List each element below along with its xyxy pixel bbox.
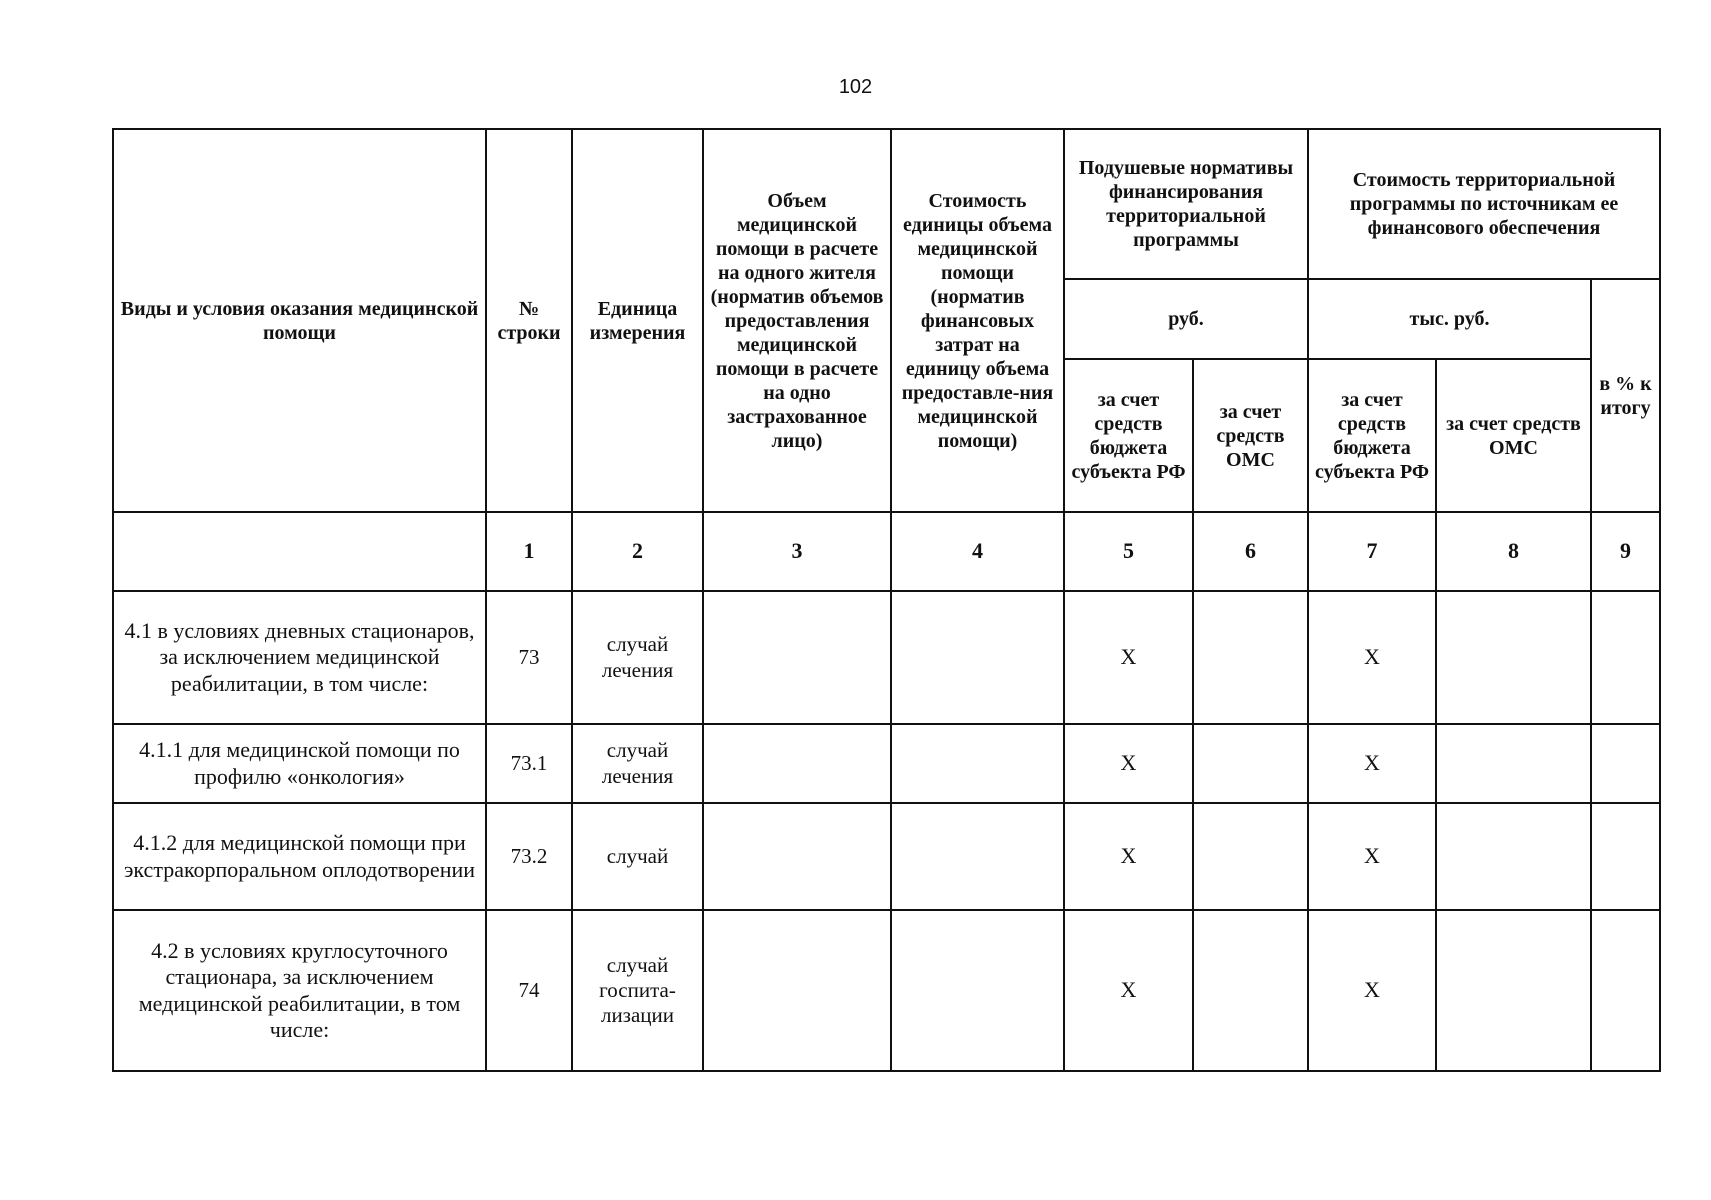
row-cost — [891, 724, 1064, 803]
row-cost — [891, 803, 1064, 910]
column-number: 2 — [572, 512, 703, 591]
row-unit: случай лечения — [572, 591, 703, 724]
row-oms-rub — [1193, 724, 1308, 803]
row-name: 4.1.2 для медицинской помощи при экстракорпоральном оплодотворении — [113, 803, 486, 910]
row-budget-thousand: X — [1308, 724, 1436, 803]
row-budget-thousand: X — [1308, 910, 1436, 1071]
row-oms-rub — [1193, 803, 1308, 910]
header-unit: Единица измерения — [572, 129, 703, 512]
header-per-capita: Подушевые нормативы финансирования территориальной программы — [1064, 129, 1308, 279]
header-budget-a: за счет средств бюджета субъекта РФ — [1064, 359, 1193, 512]
header-percent: в % к итогу — [1591, 279, 1660, 512]
row-percent — [1591, 910, 1660, 1071]
column-number: 8 — [1436, 512, 1591, 591]
row-line-number: 73 — [486, 591, 572, 724]
row-cost — [891, 910, 1064, 1071]
row-line-number: 73.2 — [486, 803, 572, 910]
row-oms-thousand — [1436, 803, 1591, 910]
header-volume: Объем медицинской помощи в расчете на одного жителя (норматив объемов предоставления медицинской помощи в расчете на одно застрахованное лицо) — [703, 129, 891, 512]
column-number: 9 — [1591, 512, 1660, 591]
row-oms-thousand — [1436, 724, 1591, 803]
header-program-cost: Стоимость территориальной программы по источникам ее финансового обеспечения — [1308, 129, 1660, 279]
row-name: 4.1.1 для медицинской помощи по профилю «онкология» — [113, 724, 486, 803]
column-number: 7 — [1308, 512, 1436, 591]
column-number: 1 — [486, 512, 572, 591]
table-row — [113, 910, 1660, 1071]
row-percent — [1591, 591, 1660, 724]
row-percent — [1591, 803, 1660, 910]
row-budget-rub: X — [1064, 591, 1193, 724]
column-number — [113, 512, 486, 591]
header-oms-b: за счет средств ОМС — [1436, 359, 1591, 512]
row-oms-rub — [1193, 591, 1308, 724]
row-budget-rub: X — [1064, 910, 1193, 1071]
column-number: 5 — [1064, 512, 1193, 591]
column-number: 6 — [1193, 512, 1308, 591]
table-row — [113, 803, 1660, 910]
row-budget-rub: X — [1064, 803, 1193, 910]
header-cost: Стоимость единицы объема медицинской помощи (норматив финансовых затрат на единицу объема предоставле-ния медицинской помощи) — [891, 129, 1064, 512]
row-unit: случай лечения — [572, 724, 703, 803]
table-row — [113, 724, 1660, 803]
row-budget-rub: X — [1064, 724, 1193, 803]
column-number: 4 — [891, 512, 1064, 591]
header-oms-a: за счет средств ОМС — [1193, 359, 1308, 512]
row-oms-rub — [1193, 910, 1308, 1071]
column-numbers-row — [113, 512, 1660, 591]
header-rub: руб. — [1064, 279, 1308, 359]
header-thousand-rub: тыс. руб. — [1308, 279, 1591, 359]
page-number: 102 — [838, 76, 873, 98]
row-line-number: 73.1 — [486, 724, 572, 803]
header-budget-b: за счет средств бюджета субъекта РФ — [1308, 359, 1436, 512]
header-row-no: № строки — [486, 129, 572, 512]
row-oms-thousand — [1436, 910, 1591, 1071]
table-row — [113, 591, 1660, 724]
column-number: 3 — [703, 512, 891, 591]
row-budget-thousand: X — [1308, 803, 1436, 910]
row-name: 4.1 в условиях дневных стационаров, за исключением медицинской реабилитации, в том числе: — [113, 591, 486, 724]
row-unit: случай госпита-лизации — [572, 910, 703, 1071]
header-types: Виды и условия оказания медицинской помощи — [113, 129, 486, 512]
row-line-number: 74 — [486, 910, 572, 1071]
row-volume — [703, 910, 891, 1071]
financing-table — [112, 128, 1661, 1072]
row-volume — [703, 724, 891, 803]
row-volume — [703, 803, 891, 910]
row-oms-thousand — [1436, 591, 1591, 724]
row-name: 4.2 в условиях круглосуточного стационара, за исключением медицинской реабилитации, в том числе: — [113, 910, 486, 1071]
row-unit: случай — [572, 803, 703, 910]
row-cost — [891, 591, 1064, 724]
header-row-1 — [113, 129, 1660, 279]
row-budget-thousand: X — [1308, 591, 1436, 724]
row-volume — [703, 591, 891, 724]
row-percent — [1591, 724, 1660, 803]
